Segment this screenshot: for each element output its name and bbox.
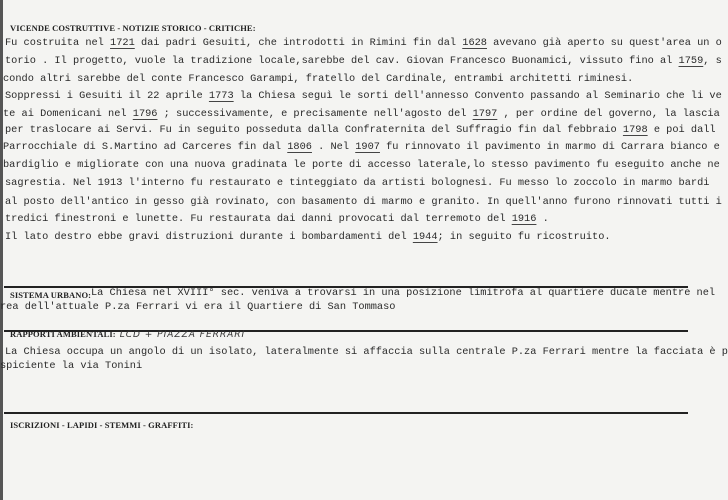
text-segment: al posto dell'antico in gesso già rovinato, con basamento di marmo e granito. In quell'anno furono rinnovati tutti i <box>5 196 722 208</box>
sistema-urbano-label: SISTEMA URBANO: <box>10 290 92 300</box>
underlined-year: 1907 <box>355 141 380 153</box>
underlined-year: 1628 <box>462 37 487 49</box>
text-segment: ; successivamente, e precisamente nell'agosto del <box>157 108 473 120</box>
rapporti-ambientali-heading <box>10 329 245 340</box>
text-segment: avevano già aperto su quest'area un o <box>486 37 722 49</box>
sistema-urbano-line-2: rea dell'attuale P.za Ferrari vi era il Quartiere di San Tommaso <box>0 301 396 313</box>
text-segment: bardiglio e migliorate con una nuova gradinata le porte di accesso laterale,lo stesso pavimento fu eseguito anche ne <box>3 159 720 171</box>
underlined-year: 1721 <box>110 37 135 49</box>
vicende-line <box>5 177 709 189</box>
rapporti-line-2: spiciente la via Tonini <box>0 360 143 372</box>
text-segment: . <box>536 213 549 225</box>
underlined-year: 1773 <box>208 90 234 102</box>
vicende-line <box>5 37 722 49</box>
vicende-line <box>3 108 720 120</box>
handwritten-note: LCD + PIAZZA FERRARI <box>119 330 246 340</box>
text-segment: fu rinnovato il pavimento in marmo di Carrara bianco e <box>379 141 720 153</box>
vicende-line <box>5 231 611 243</box>
text-segment: per traslocare ai Servi. Fu in seguito posseduta dalla Confraternita del Suffragio fin dal febbraio <box>5 124 623 136</box>
vicende-line <box>5 124 716 136</box>
underlined-year: 1944 <box>412 231 438 243</box>
sistema-urbano-line-1: La Chiesa nel XVIII° sec. veniva a trovarsi in una posizione limitrofa al quartiere ducale mentre nel <box>91 287 716 299</box>
underlined-year: 1798 <box>622 124 648 136</box>
text-segment: te ai Domenicani nel <box>3 108 133 120</box>
rapporti-line-1: La Chiesa occupa un angolo di un isolato, lateralmente si affaccia sulla centrale P.za Ferrari mentre la facciata è p <box>5 346 728 358</box>
vicende-line <box>5 55 722 67</box>
text-segment: Fu costruita nel <box>5 37 111 49</box>
vicende-heading: VICENDE COSTRUTTIVE - NOTIZIE STORICO - CRITICHE: <box>10 23 256 33</box>
vicende-line <box>5 196 722 208</box>
iscrizioni-heading: ISCRIZIONI - LAPIDI - STEMMI - GRAFFITI: <box>10 420 194 430</box>
text-segment: dai padri Gesuiti, che introdotti in Rimini fin dal <box>134 37 463 49</box>
text-segment: Il lato destro ebbe gravi distruzioni durante i bombardamenti del <box>5 231 413 243</box>
text-segment: , s <box>703 55 722 67</box>
sistema-urbano-heading <box>10 290 91 300</box>
text-segment: e poi dall <box>647 124 716 136</box>
vicende-line <box>5 90 722 102</box>
text-segment: tredici finestroni e lunette. Fu restaurata dai danni provocati dal terremoto del <box>5 213 512 225</box>
underlined-year: 1916 <box>511 213 537 225</box>
underlined-year: 1806 <box>287 141 312 153</box>
text-segment: Soppressi i Gesuiti il 22 aprile <box>5 90 209 102</box>
text-segment: , per ordine del governo, la lascia <box>497 108 720 120</box>
vicende-line <box>5 213 549 225</box>
underlined-year: 1797 <box>472 108 498 120</box>
vicende-line <box>3 141 720 153</box>
vicende-line <box>3 73 633 85</box>
text-segment: condo altri sarebbe del conte Francesco Garampi, fratello del Cardinale, entrambi architetti riminesi. <box>3 73 634 85</box>
underlined-year: 1796 <box>132 108 158 120</box>
text-segment: sagrestia. Nel 1913 l'interno fu restaurato e tinteggiato da artisti bolognesi. Fu messo lo zoccolo in marmo bardi <box>5 177 710 189</box>
text-segment: la Chiesa seguì le sorti dell'annesso Convento passando al Seminario che li ve <box>233 90 722 102</box>
divider <box>4 412 688 414</box>
vicende-line <box>3 159 720 171</box>
underlined-year: 1759 <box>678 55 704 67</box>
text-segment: torio . Il progetto, vuole la tradizione locale,sarebbe del cav. Giovan Francesco Buonamici, vissuto fino al <box>5 55 679 67</box>
text-segment: ; in seguito fu ricostruito. <box>437 231 611 243</box>
text-segment: Parrocchiale di S.Martino ad Carceres fin dal <box>3 141 288 153</box>
rapporti-ambientali-label: RAPPORTI AMBIENTALI: <box>10 329 116 339</box>
text-segment: . Nel <box>311 141 356 153</box>
